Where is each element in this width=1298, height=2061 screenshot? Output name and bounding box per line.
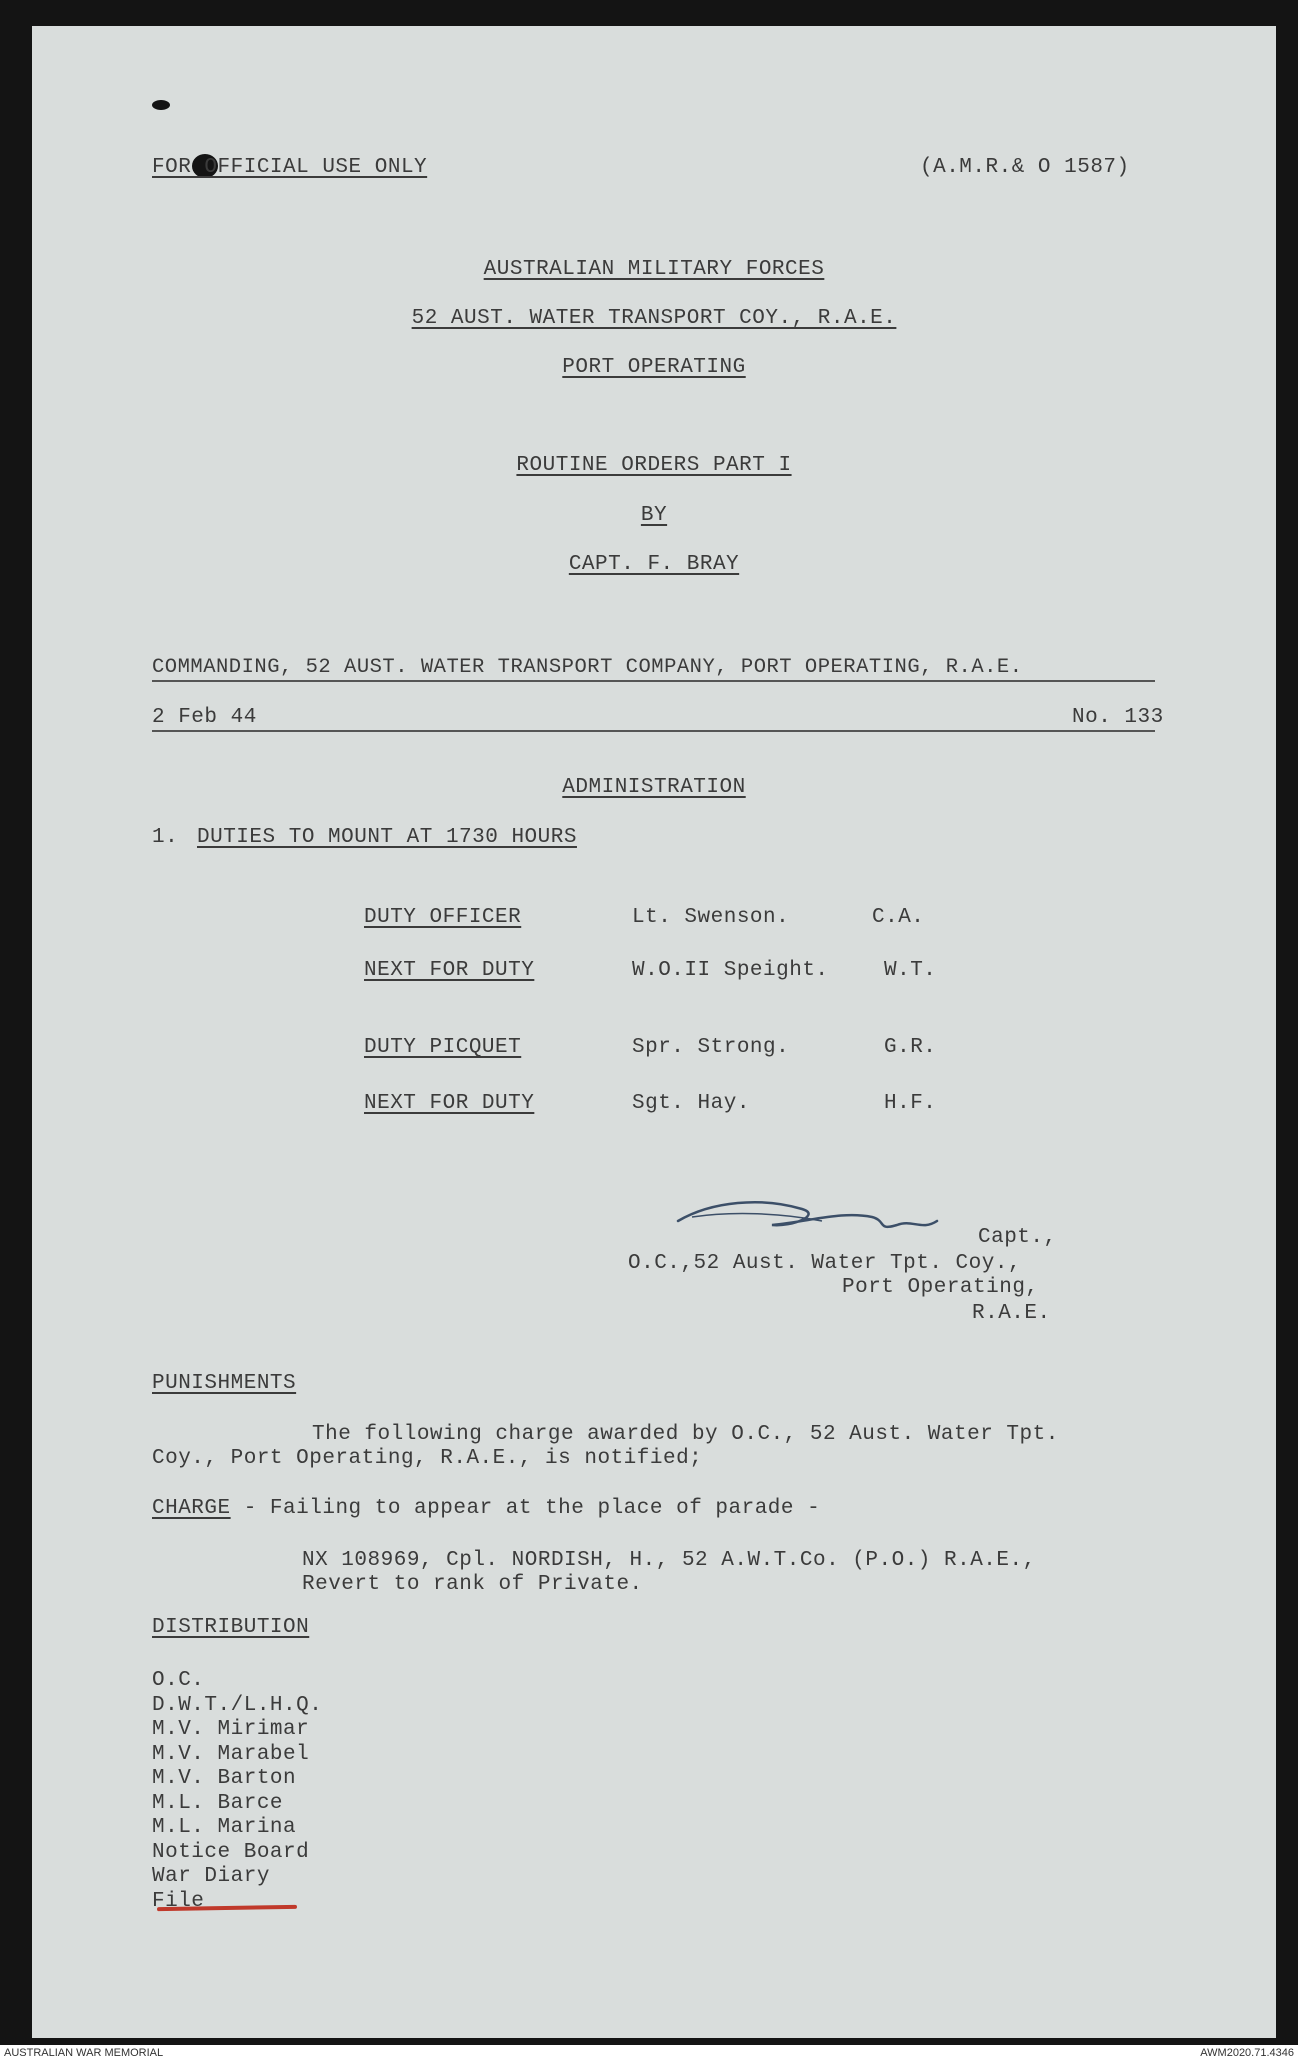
charge-detail: NX 108969, Cpl. NORDISH, H., 52 A.W.T.Co. (P.O.) R.A.E., (302, 1549, 1036, 1572)
signature-line: R.A.E. (972, 1302, 1051, 1325)
unit-title: 52 AUST. WATER TRANSPORT COY., R.A.E. (411, 307, 897, 330)
duty-role: NEXT FOR DUTY (364, 959, 535, 982)
duty-code: W.T. (884, 959, 937, 982)
duty-name: Spr. Strong. (632, 1036, 790, 1059)
subunit-title: PORT OPERATING (562, 356, 746, 379)
org-title: AUSTRALIAN MILITARY FORCES (483, 258, 825, 281)
duty-code: G.R. (884, 1036, 937, 1059)
orders-title: ROUTINE ORDERS PART I (516, 454, 792, 477)
commander-name: CAPT. F. BRAY (568, 553, 740, 576)
duty-code: C.A. (872, 906, 925, 929)
distribution-item: M.L. Barce (152, 1792, 284, 1815)
distribution-item: War Diary (152, 1865, 270, 1888)
distribution-item: Notice Board (152, 1841, 310, 1864)
signature-line: Port Operating, (842, 1276, 1039, 1299)
punishment-text: The following charge awarded by O.C., 52 Aust. Water Tpt. (312, 1423, 1059, 1446)
duty-code: H.F. (884, 1092, 937, 1115)
duty-name: Sgt. Hay. (632, 1092, 750, 1115)
distribution-item: O.C. (152, 1669, 205, 1692)
handwritten-signature (672, 1191, 1012, 1251)
duty-role: DUTY PICQUET (364, 1036, 522, 1059)
distribution-item: M.V. Mirimar (152, 1718, 310, 1741)
signature-line: O.C.,52 Aust. Water Tpt. Coy., (628, 1252, 1022, 1275)
item-heading: DUTIES TO MOUNT AT 1730 HOURS (197, 826, 577, 849)
order-number: No. 133 (1072, 706, 1164, 729)
commanding-line: COMMANDING, 52 AUST. WATER TRANSPORT COMPANY, PORT OPERATING, R.A.E. (152, 656, 1023, 679)
archive-label: AUSTRALIAN WAR MEMORIAL (4, 2047, 164, 2059)
distribution-item: M.V. Barton (152, 1767, 297, 1790)
punch-hole (152, 100, 170, 110)
punishment-text: Coy., Port Operating, R.A.E., is notified; (152, 1447, 703, 1470)
distribution-item: File (152, 1890, 205, 1913)
rule (152, 730, 1155, 732)
duty-role: NEXT FOR DUTY (364, 1092, 535, 1115)
duty-name: W.O.II Speight. (632, 959, 829, 982)
form-reference: (A.M.R.& O 1587) (920, 156, 1130, 179)
accession-number: AWM2020.71.4346 (1200, 2047, 1294, 2059)
duty-name: Lt. Swenson. (632, 906, 790, 929)
order-date: 2 Feb 44 (152, 706, 257, 729)
distribution-heading: DISTRIBUTION (152, 1616, 310, 1639)
distribution-item: M.L. Marina (152, 1816, 297, 1839)
item-number: 1. (152, 826, 179, 849)
charge-line (152, 1497, 820, 1520)
rule (152, 680, 1155, 682)
distribution-item: M.V. Marabel (152, 1743, 310, 1766)
orders-by: BY (640, 504, 668, 527)
charge-label: CHARGE (152, 1497, 231, 1520)
distribution-item: D.W.T./L.H.Q. (152, 1694, 323, 1717)
duty-role: DUTY OFFICER (364, 906, 522, 929)
charge-detail: Revert to rank of Private. (302, 1573, 643, 1596)
punishments-heading: PUNISHMENTS (152, 1372, 297, 1395)
section-heading: ADMINISTRATION (562, 776, 746, 799)
document-page (32, 26, 1276, 2038)
classification-label: FOR OFFICIAL USE ONLY (152, 156, 428, 179)
signature-rank: Capt., (978, 1226, 1057, 1249)
charge-text: - Failing to appear at the place of parade - (230, 1497, 821, 1520)
